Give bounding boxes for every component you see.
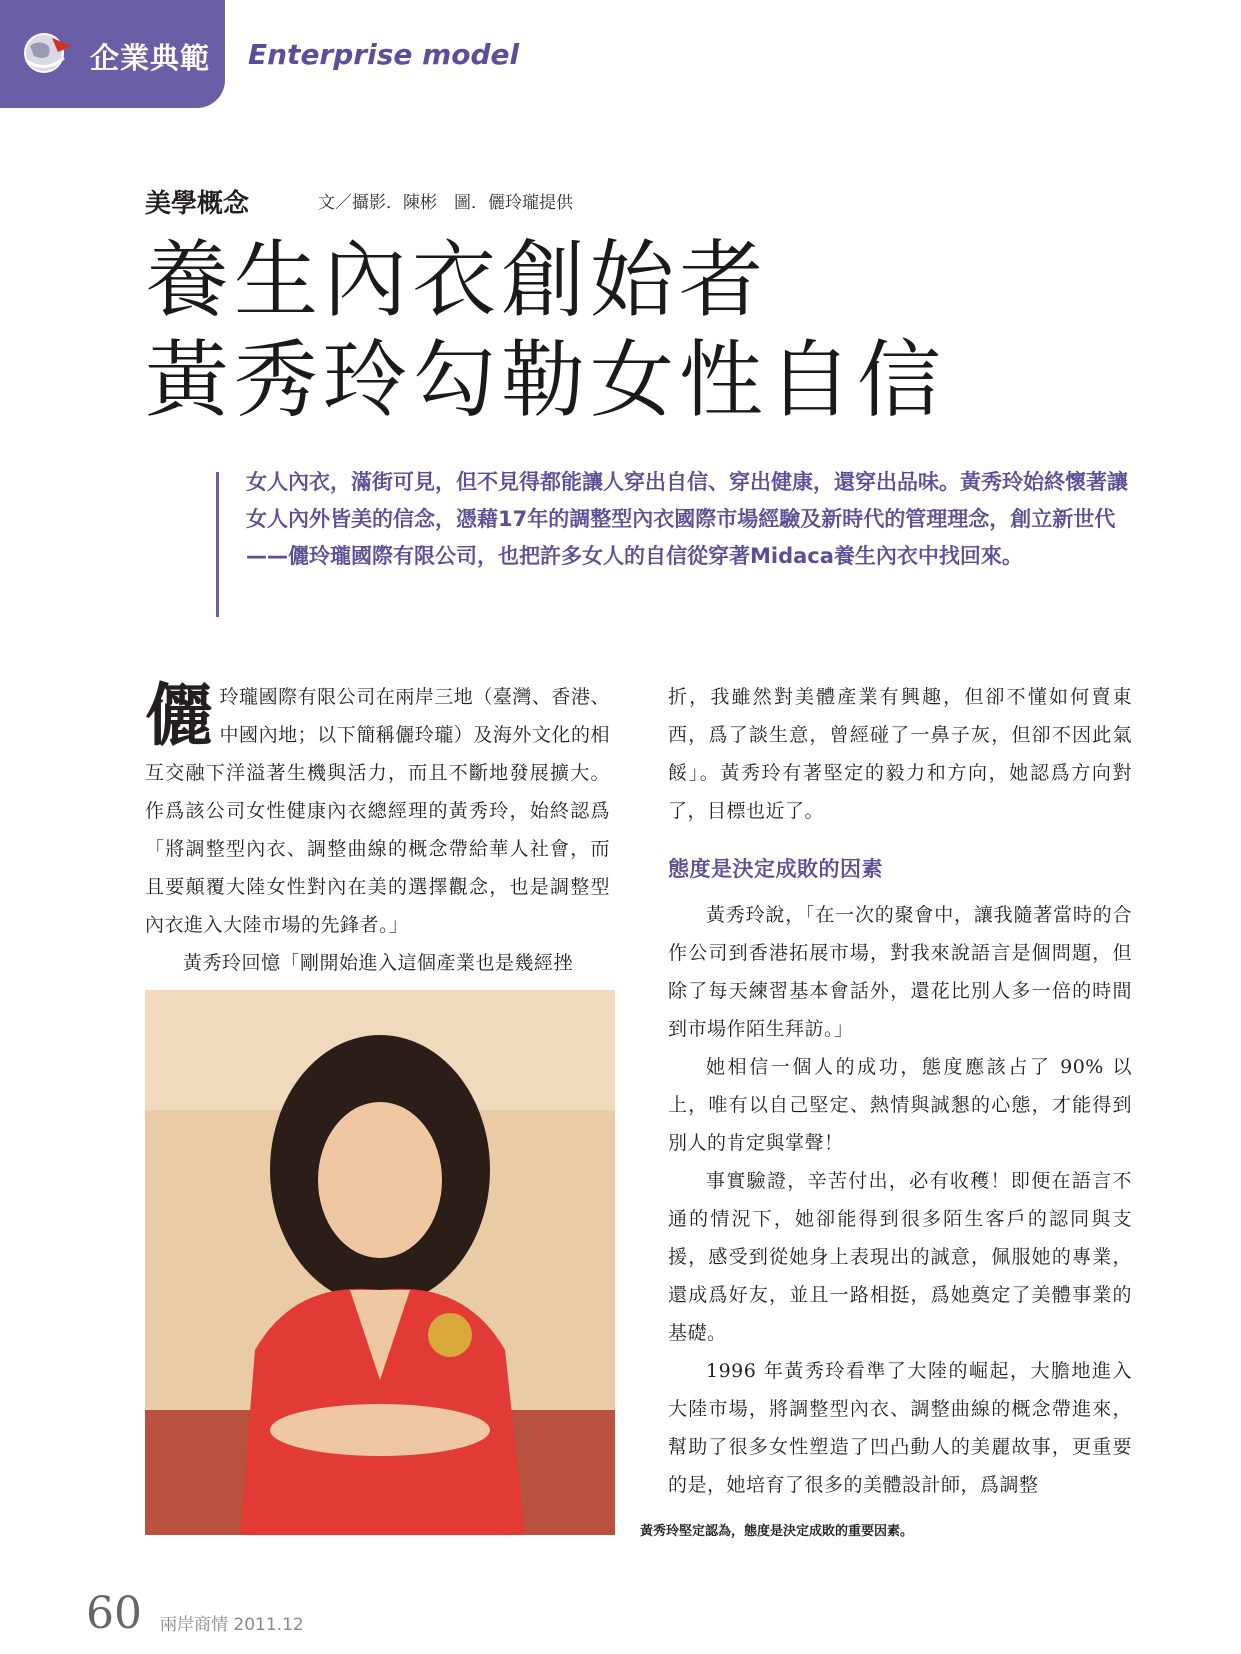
headline-line-1: 養生內衣創始者 xyxy=(145,231,769,329)
magazine-issue: 兩岸商情 2011.12 xyxy=(160,1615,304,1635)
drop-cap: 儷 xyxy=(145,676,214,756)
right-paragraph-4: 事實驗證，辛苦付出，必有收穫！即便在語言不通的情況下，她卻能得到很多陌生客戶的認同與支援，感受到從她身上表現出的誠意，佩服她的專業，還成爲好友，並且一路相挺，爲她奠定了美體事業的基礎。 xyxy=(668,1170,1132,1344)
globe-icon xyxy=(18,30,74,76)
page-number: 60 xyxy=(86,1588,142,1639)
right-column xyxy=(668,678,1132,1504)
left-paragraph-2: 黃秀玲回憶「剛開始進入這個產業也是幾經挫 xyxy=(183,952,574,974)
article-headline xyxy=(145,230,946,430)
left-column xyxy=(145,678,610,982)
article-category: 美學概念 xyxy=(145,189,250,219)
photo-caption: 黃秀玲堅定認為，態度是決定成敗的重要因素。 xyxy=(640,1524,914,1539)
article-byline: 文／攝影．陳彬 圖．儷玲瓏提供 xyxy=(318,193,573,213)
right-paragraph-2: 黃秀玲說，「在一次的聚會中，讓我隨著當時的合作公司到香港拓展市場，對我來說語言是個問題，但除了每天練習基本會話外，還花比別人多一倍的時間到市場作陌生拜訪。」 xyxy=(668,904,1132,1040)
headline-line-2: 黃秀玲勾勒女性自信 xyxy=(145,331,947,429)
section-english-label: Enterprise model xyxy=(248,38,520,71)
portrait-photo xyxy=(145,990,615,1535)
section-tab xyxy=(0,0,225,108)
article-subhead: 態度是決定成敗的因素 xyxy=(668,857,883,881)
right-paragraph-5: 1996 年黃秀玲看準了大陸的崛起，大膽地進入大陸市場，將調整型內衣、調整曲線的概念帶進來，幫助了很多女性塑造了凹凸動人的美麗故事，更重要的是，她培育了很多的美體設計師，爲調整 xyxy=(668,1360,1132,1496)
right-paragraph-1: 折，我雖然對美體產業有興趣，但卻不懂如何賣東西，爲了談生意，曾經碰了一鼻子灰，但卻不因此氣餒」。黃秀玲有著堅定的毅力和方向，她認爲方向對了，目標也近了。 xyxy=(668,686,1132,822)
lead-accent-bar xyxy=(216,472,219,617)
left-paragraph-1: 玲瓏國際有限公司在兩岸三地（臺灣、香港、中國內地；以下簡稱儷玲瓏）及海外文化的相互交融下洋溢著生機與活力，而且不斷地發展擴大。作爲該公司女性健康內衣總經理的黃秀玲，始終認爲「將調整型內衣、調整曲線的概念帶給華人社會，而且要顛覆大陸女性對內在美的選擇觀念，也是調整型內衣進入大陸市場的先鋒者。」 xyxy=(145,686,610,936)
section-label: 企業典範 xyxy=(90,41,211,75)
article-lead: 女人內衣，滿街可見，但不見得都能讓人穿出自信、穿出健康，還穿出品味。黃秀玲始終懷著讓女人內外皆美的信念，憑藉17年的調整型內衣國際市場經驗及新時代的管理理念，創立新世代——儷玲瓏國際有限公司，也把許多女人的自信從穿著Midaca養生內衣中找回來。 xyxy=(246,470,1128,568)
portrait-illustration xyxy=(145,990,615,1535)
right-paragraph-3: 她相信一個人的成功，態度應該占了 90% 以上，唯有以自己堅定、熱情與誠懇的心態，才能得到別人的肯定與掌聲！ xyxy=(668,1056,1132,1154)
